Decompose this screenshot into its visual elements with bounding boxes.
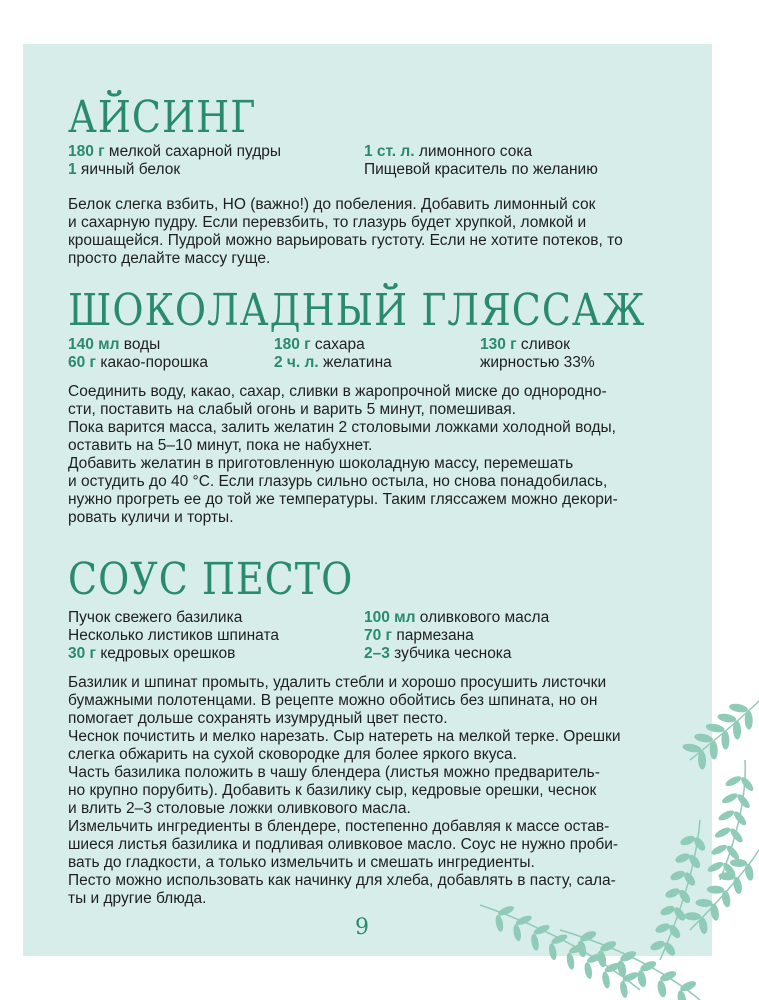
leaf-icon — [728, 702, 748, 713]
ingredient-item: 2–3 зубчика чеснока — [364, 645, 512, 662]
ingredient-column — [68, 609, 279, 663]
ingredient-item: Несколько листиков шпината — [68, 627, 279, 644]
leaf-icon — [709, 903, 720, 921]
ingredient-item: 180 г сахара — [274, 336, 365, 353]
leaf-icon — [616, 960, 627, 978]
text-line: Чеснок почистить и мелко нарезать. Сыр натереть на мелкой терке. Орешки — [68, 728, 621, 745]
leaf-icon — [494, 914, 504, 932]
instructions-glaze — [68, 383, 618, 527]
ingredient-item: 180 г мелкой сахарной пудры — [68, 143, 282, 160]
leaf-icon — [669, 869, 686, 882]
text-line: помогает дольше сохранять изумрудный цвет песто. — [68, 710, 448, 727]
text-line: и сахарную пудру. Если перевзбить, то глазурь будет хрупкой, ломкой и — [68, 214, 587, 231]
ingredient-item: 1 ст. л. лимонного сока — [364, 143, 533, 160]
text-line: ты и другие блюда. — [68, 890, 207, 907]
ingredient-column — [68, 336, 208, 372]
leaf-icon — [548, 943, 558, 961]
text-line: Часть базилика положить в чашу блендера (листья можно предваритель- — [68, 764, 600, 781]
leaf-icon — [664, 886, 681, 899]
ingredient-column — [68, 143, 281, 179]
text-line: крошащейся. Пудрой можно варьировать густоту. Если не хотите потеков, то — [68, 232, 623, 249]
leaf-icon — [732, 876, 743, 894]
page-number: 9 — [355, 915, 369, 940]
leaf-icon — [717, 712, 737, 723]
ingredient-column — [364, 609, 549, 663]
leaf-icon — [744, 863, 755, 881]
ingredient-column — [364, 143, 598, 179]
text-line: оставить на 5–10 минут, пока не набухнет. — [68, 437, 373, 454]
ingredient-item: 60 г какао-порошка — [68, 354, 209, 371]
section-glaze — [68, 284, 678, 336]
text-line: и влить 2–3 столовые ложки оливкового масла. — [68, 800, 411, 817]
section-title: СОУС ПЕСТО — [68, 553, 354, 605]
leaf-icon — [576, 940, 587, 958]
leaf-icon — [739, 775, 755, 793]
text-line: Измельчить ингредиенты в блендере, постепенно добавляя к массе остав- — [68, 818, 610, 835]
leaf-icon — [619, 980, 629, 998]
leaf-icon — [674, 851, 691, 864]
text-line: Добавить желатин в приготовленную шоколадную массу, перемешать — [68, 455, 574, 472]
leaf-icon — [656, 980, 667, 998]
text-line: и остудить до 40 °С. Если глазурь сильно остыла, но снова понадобилась, — [68, 473, 608, 490]
ingredient-item: Пищевой краситель по желанию — [364, 161, 598, 178]
section-title: АЙСИНГ — [68, 91, 257, 143]
leaf-icon — [713, 826, 731, 840]
leaf-icon — [659, 904, 676, 917]
ingredient-item: 1 яичный белок — [68, 161, 181, 178]
text-line: сти, поставить на слабый огонь и варить 5 минут, помешивая. — [68, 401, 516, 418]
leaf-icon — [601, 971, 611, 989]
ingredient-item: 130 г сливок — [480, 336, 570, 353]
leaf-icon — [705, 722, 725, 733]
leaf-icon — [693, 732, 713, 743]
ingredient-item: 2 ч. л. желатина — [274, 354, 392, 371]
text-line: Пока варится масса, залить желатин 2 столовыми ложками холодной воды, — [68, 419, 616, 436]
text-line: бумажными полотенцами. В рецепте можно обойтись без шпината, но он — [68, 692, 598, 709]
leaf-icon — [721, 791, 739, 805]
text-line: вать до гладкости, а только измельчить и смешать ингредиенты. — [68, 854, 535, 871]
ingredient-item: 100 мл оливкового масла — [364, 609, 550, 626]
leaf-icon — [684, 912, 701, 921]
text-line: Соединить воду, какао, сахар, сливки в жаропрочной миске до однородно- — [68, 383, 607, 400]
ingredient-item: 140 мл воды — [68, 336, 161, 353]
leaf-icon — [698, 916, 709, 934]
section-pesto — [68, 553, 678, 605]
instructions-icing — [68, 196, 623, 268]
leaf-icon — [710, 843, 728, 857]
text-line: Белок слегка взбить, НО (важно!) до побеления. Добавить лимонный сок — [68, 196, 596, 213]
leaf-icon — [724, 774, 742, 788]
leaf-icon — [512, 924, 522, 942]
leaf-icon — [721, 890, 732, 908]
leaf-icon — [706, 860, 724, 874]
ingredient-column — [480, 336, 595, 372]
instructions-pesto — [68, 674, 620, 908]
ingredient-item: Пучок свежего базилика — [68, 609, 243, 626]
leaf-icon — [654, 921, 671, 934]
text-line: просто делайте массу гуще. — [68, 250, 271, 267]
leaf-icon — [730, 859, 747, 868]
leaf-icon — [695, 899, 712, 908]
ingredient-item: 30 г кедровых орешков — [68, 645, 236, 662]
leaf-icon — [566, 952, 576, 970]
leaf-icon — [636, 970, 647, 988]
text-line: ровать куличи и торты. — [68, 509, 234, 526]
text-line: шиеся листья базилика и подливая оливковое масло. Соус не нужно проби- — [68, 836, 619, 853]
text-line: Песто можно использовать как начинку для хлеба, добавлять в пасту, сала- — [68, 872, 616, 889]
leaf-icon — [707, 885, 724, 894]
leaf-icon — [679, 834, 696, 847]
leaf-icon — [532, 923, 550, 936]
section-title: ШОКОЛАДНЫЙ ГЛЯССАЖ — [68, 284, 646, 336]
text-line: слегка обжарить на сухой сковородке для более яркого вкуса. — [68, 746, 517, 763]
text-line: но крупно порубить). Добавить к базилику сыр, кедровые орешки, чеснок — [68, 782, 597, 799]
ingredient-item: жирностью 33% — [480, 354, 595, 371]
leaf-icon — [530, 933, 540, 951]
section-icing — [68, 91, 678, 143]
leaf-icon — [717, 809, 735, 823]
leaf-icon — [583, 961, 593, 979]
text-line: нужно прогреть ее до той же температуры. Таким глясcажем можно декори- — [68, 491, 618, 508]
text-line: Базилик и шпинат промыть, удалить стебли и хорошо просушить листочки — [68, 674, 607, 691]
ingredient-column — [274, 336, 392, 372]
branch-stem — [480, 905, 640, 990]
branch-stem — [660, 820, 700, 960]
ingredient-item: 70 г пармезана — [364, 627, 474, 644]
leaf-icon — [676, 990, 687, 1000]
